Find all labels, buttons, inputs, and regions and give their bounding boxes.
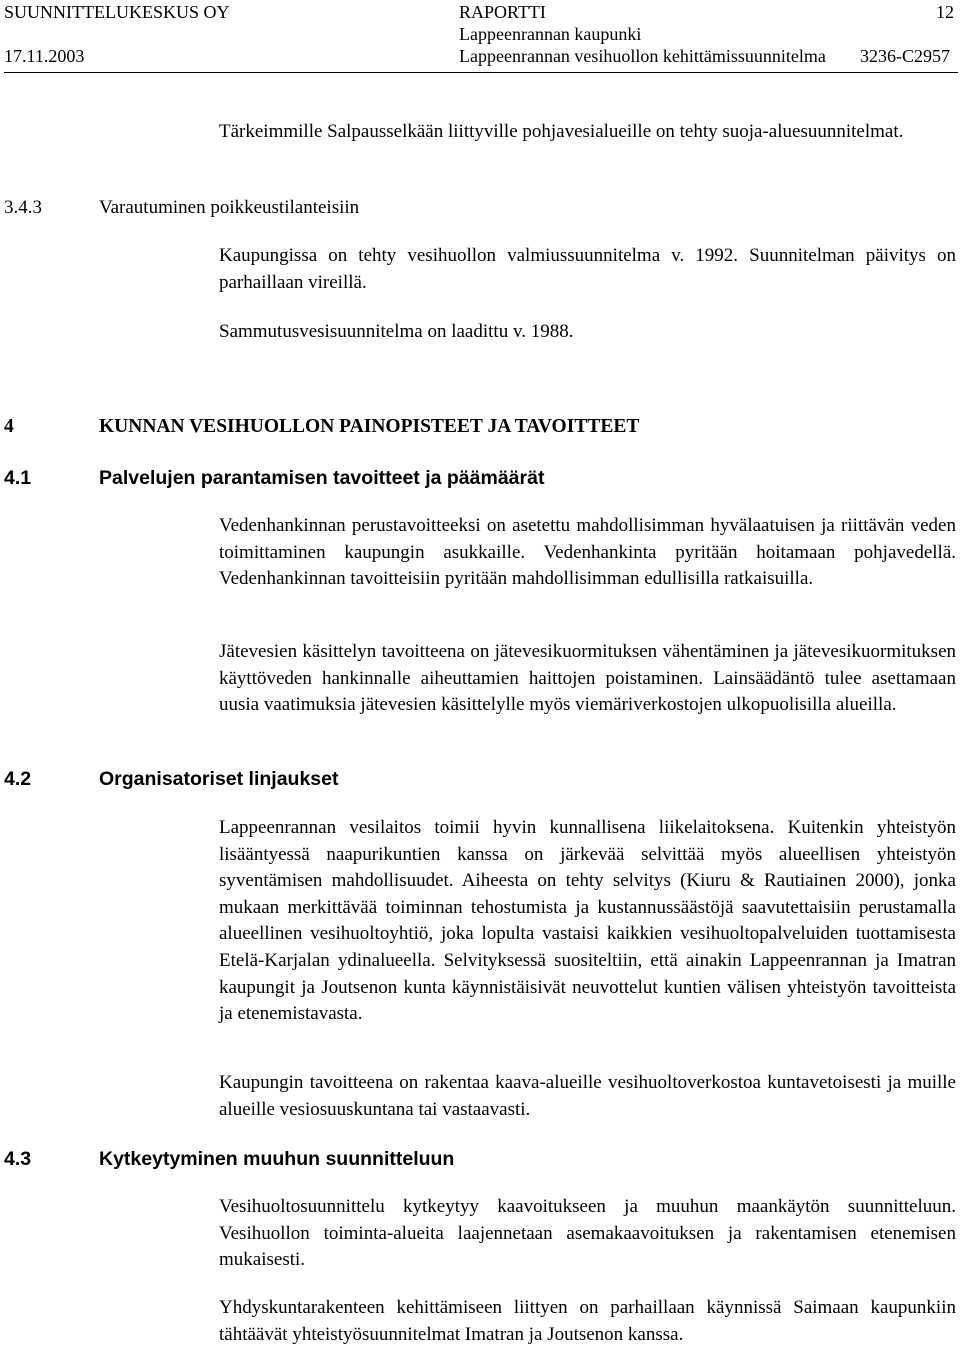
section-title: Varautuminen poikkeustilanteisiin [99,197,360,218]
section-3-4-3-paragraph-1: Kaupungissa on tehty vesihuollon valmiussuunnitelma v. 1992. Suunnitelman päivitys on parhaillaan vireillä. [219,245,956,293]
section-title: Kytkeytyminen muuhun suunnitteluun [99,1148,455,1170]
header-company: SUUNNITTELUKESKUS OY [4,2,230,22]
section-number: 4 [4,416,14,437]
section-4-3-paragraph-1: Vesihuoltosuunnittelu kytkeytyy kaavoitukseen ja muuhun maankäytön suunnitteluun. Vesihuollon toiminta-alueita laajennetaan asemakaavoituksen ja rakentamisen etenemisen mukaisesti. [219,1196,956,1271]
section-title: KUNNAN VESIHUOLLON PAINOPISTEET JA TAVOITTEET [99,416,640,437]
section-number: 4.3 [4,1148,32,1170]
header-date: 17.11.2003 [4,46,85,66]
header-divider [4,72,958,73]
section-4-3-heading [4,1146,455,1172]
page-number: 12 [936,2,954,22]
section-4-heading [4,414,640,440]
section-4-1-heading [4,465,545,491]
section-4-1-paragraph-1: Vedenhankinnan perustavoitteeksi on asetettu mahdollisimman hyvälaatuisen ja riittävän veden toimittaminen kaupungin asukkaille. Vedenhankinta pyritään hoitamaan pohjavedellä. Vedenhankinnan tavoitteisiin pyritään mahdollisimman edullisilla ratkaisuilla. [219,515,956,590]
header-doc-type: RAPORTTI [459,2,546,22]
section-number: 4.2 [4,768,32,790]
section-4-2-heading [4,766,339,792]
section-number: 4.1 [4,467,32,489]
intro-paragraph: Tärkeimmille Salpausselkään liittyville pohjavesialueille on tehty suoja-aluesuunnitelmat. [219,121,904,142]
section-4-2-paragraph-1: Lappeenrannan vesilaitos toimii hyvin kunnallisena liikelaitoksena. Kuitenkin yhteistyön lisääntyessä naapurikuntien kanssa on järkevää selvittää myös alueellisen yhteistyön syventämisen mahdollisuudet. Aiheesta on tehty selvitys (Kiuru & Rautiainen 2000), jonka mukaan merkittävää toiminnan tehostumista ja kustannussäästöjä saavutettaisiin perustamalla alueellinen vesihuoltoyhtiö, joka lopulta vastaisi kaikkien vesihuoltopalveluiden tuottamisesta Etelä-Karjalan ydinalueella. Selvityksessä suositeltiin, että ainakin Lappeenrannan ja Imatran kaupungit ja Joutsenon kunta käynnistäisivät neuvottelut kuntien välisen yhteistyön tavoitteista ja etenemistavasta. [219,817,956,1025]
header-project-code: 3236-C2957 [860,46,950,66]
header-project: Lappeenrannan vesihuollon kehittämissuunnitelma [459,46,826,66]
section-4-2-paragraph-2: Kaupungin tavoitteena on rakentaa kaava-alueille vesihuoltoverkostoa kuntavetoisesti ja muille alueille vesiosuuskuntana tai vastaavasti. [219,1072,956,1120]
section-title: Palvelujen parantamisen tavoitteet ja päämäärät [99,467,545,489]
section-title: Organisatoriset linjaukset [99,768,339,790]
section-3-4-3-paragraph-2: Sammutusvesisuunnitelma on laadittu v. 1988. [219,321,574,342]
section-4-3-paragraph-2: Yhdyskuntarakenteen kehittämiseen liittyen on parhaillaan käynnissä Saimaan kaupunkiin tähtäävät yhteistyösuunnitelmat Imatran ja Joutsenon kanssa. [219,1297,956,1345]
header-client: Lappeenrannan kaupunki [459,24,642,44]
section-4-1-paragraph-2: Jätevesien käsittelyn tavoitteena on jätevesikuormituksen vähentäminen ja jätevesikuormituksen käyttöveden hankinnalle aiheuttamien haittojen poistaminen. Lainsäädäntö tulee asettamaan uusia vaatimuksia jätevesien käsittelylle myös viemäriverkostojen ulkopuolisilla alueilla. [219,641,956,716]
section-3-4-3-heading [4,195,360,221]
section-number: 3.4.3 [4,197,42,218]
